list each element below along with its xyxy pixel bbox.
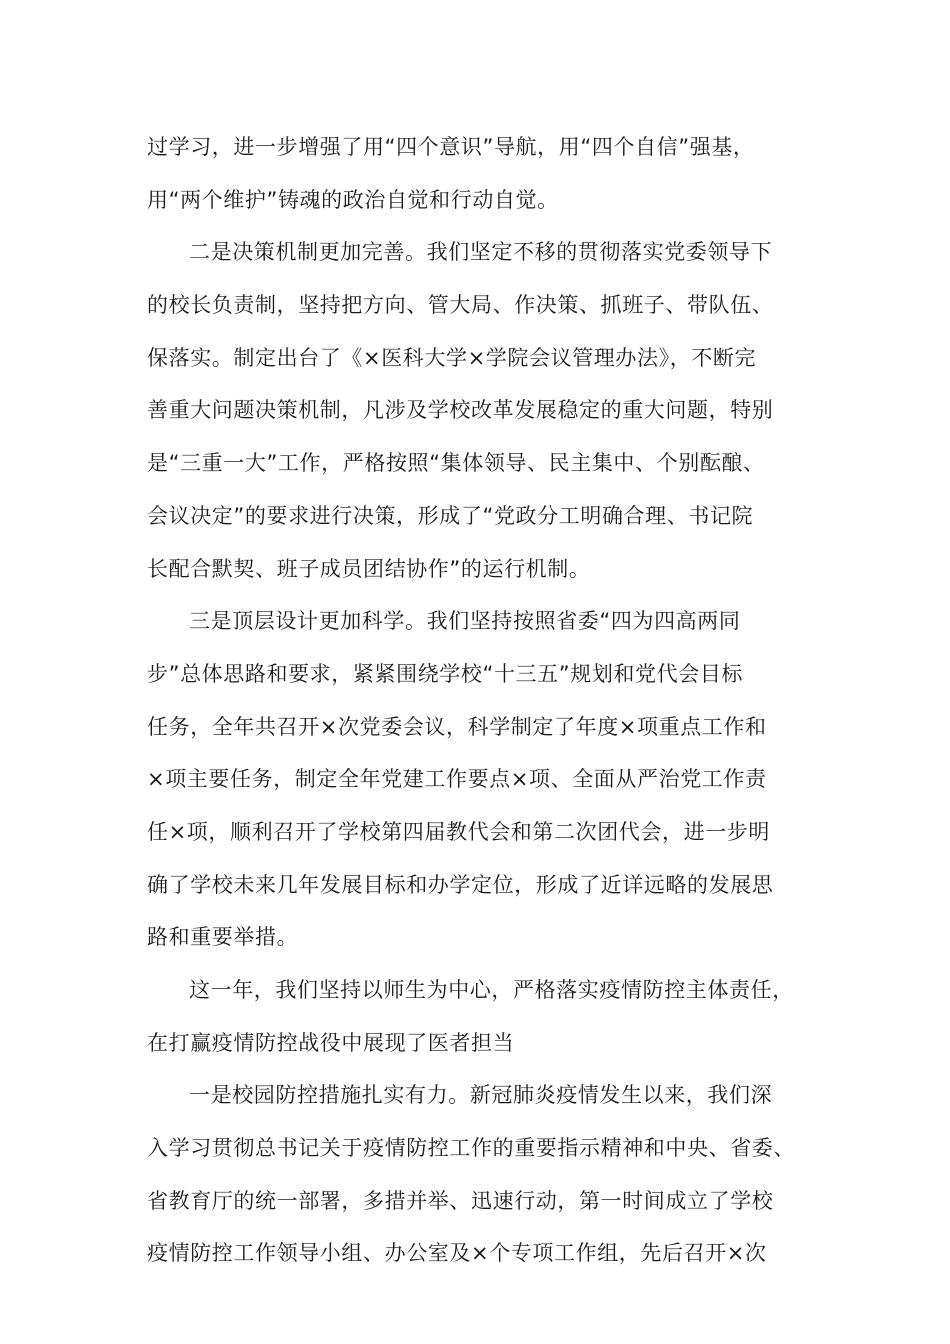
text-line: 任×项，顺利召开了学校第四届教代会和第二次团代会，进一步明: [147, 819, 770, 844]
text-line: 用“两个维护”铸魂的政治自觉和行动自觉。: [147, 187, 559, 212]
text-line: 任务，全年共召开×次党委会议，科学制定了年度×项重点工作和: [147, 714, 767, 739]
document-body: [147, 130, 812, 1289]
text-line: 在打赢疫情防控战役中展现了医者担当: [147, 1030, 515, 1055]
text-line: 省教育厅的统一部署，多措并举、迅速行动，第一时间成立了学校: [147, 1188, 774, 1213]
text-line: 一是校园防控措施扎实有力。新冠肺炎疫情发生以来，我们深: [189, 1083, 773, 1108]
text-line: 二是决策机制更加完善。我们坚定不移的贯彻落实党委领导下: [189, 240, 773, 265]
text-line: 三是顶层设计更加科学。我们坚持按照省委“四为四高两同: [189, 609, 741, 634]
text-line: 长配合默契、班子成员团结协作”的运行机制。: [147, 556, 591, 581]
text-line: 善重大问题决策机制，凡涉及学校改革发展稳定的重大问题，特别: [147, 398, 774, 423]
text-line: 这一年，我们坚持以师生为中心，严格落实疫情防控主体责任，: [189, 978, 794, 1002]
text-line: 确了学校未来几年发展目标和办学定位，形成了近详远略的发展思: [147, 872, 774, 897]
text-line: 过学习，进一步增强了用“四个意识”导航，用“四个自信”强基，: [147, 135, 755, 159]
text-line: 路和重要举措。: [147, 925, 299, 950]
text-line: 是“三重一大”工作，严格按照“集体领导、民主集中、个别酝酿、: [147, 451, 765, 476]
text-line: 的校长负责制，坚持把方向、管大局、作决策、抓班子、带队伍、: [147, 293, 774, 318]
text-line: 入学习贯彻总书记关于疫情防控工作的重要指示精神和中央、省委、: [147, 1136, 795, 1161]
text-line: ×项主要任务，制定全年党建工作要点×项、全面从严治党工作责: [147, 767, 767, 792]
text-line: 会议决定”的要求进行决策，形成了“党政分工明确合理、书记院: [147, 503, 754, 528]
text-line: 疫情防控工作领导小组、办公室及×个专项工作组，先后召开×次: [147, 1241, 767, 1266]
text-line: 步”总体思路和要求，紧紧围绕学校“十三五”规划和党代会目标: [147, 661, 744, 686]
text-line: 保落实。制定出台了《×医科大学×学院会议管理办法》，不断完: [147, 345, 757, 370]
